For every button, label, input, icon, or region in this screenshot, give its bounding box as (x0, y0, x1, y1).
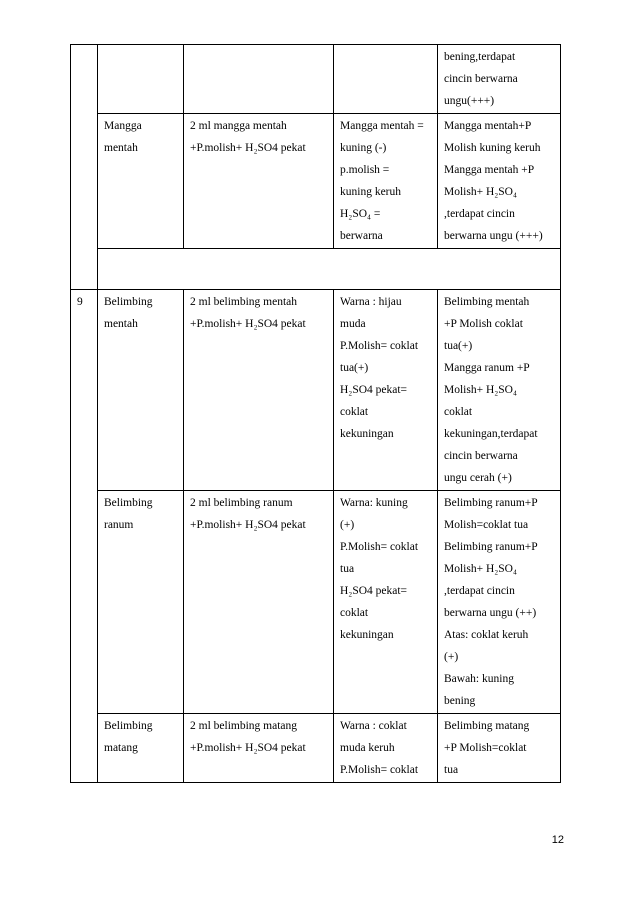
sample-line: mentah (104, 142, 138, 154)
table-row (71, 290, 561, 491)
result-line: kekuningan,terdapat (444, 428, 538, 440)
observation-line: Mangga mentah = (340, 120, 424, 132)
cell-result (438, 45, 561, 114)
treatment-line: +P.molish+ H₂SO4 pekat (190, 318, 306, 330)
cell-treatment (184, 45, 334, 114)
sample-line: Belimbing (104, 296, 153, 308)
result-line: (+) (444, 651, 459, 663)
cell-treatment (184, 114, 334, 249)
cell-sample (98, 45, 184, 114)
cell-result (438, 290, 561, 491)
cell-observation (334, 491, 438, 714)
sample-line: matang (104, 742, 138, 754)
treatment-line: +P.molish+ H₂SO4 pekat (190, 742, 306, 754)
result-line: Mangga mentah +P (444, 164, 535, 176)
cell-no (71, 45, 98, 290)
result-line: +P Molish coklat (444, 318, 523, 330)
cell-observation (334, 714, 438, 783)
cell-no (71, 290, 98, 783)
result-line: Molish+ H₂SO₄ (444, 186, 517, 198)
sample-line: Belimbing (104, 497, 153, 509)
cell-treatment (184, 714, 334, 783)
result-line: Molish=coklat tua (444, 519, 529, 531)
result-line: ,terdapat cincin (444, 208, 515, 220)
result-line: Mangga mentah+P (444, 120, 532, 132)
result-line: tua(+) (444, 340, 473, 352)
observation-line: coklat (340, 607, 369, 619)
page-number: 12 (551, 834, 564, 846)
observation-line: kekuningan (340, 428, 394, 440)
result-line: Belimbing ranum+P (444, 497, 538, 509)
result-line: cincin berwarna (444, 73, 518, 85)
result-line: coklat (444, 406, 473, 418)
result-line: berwarna ungu (+++) (444, 230, 543, 242)
cell-observation (334, 45, 438, 114)
observation-line: tua (340, 563, 355, 575)
observation-line: p.molish = (340, 164, 390, 176)
result-line: Bawah: kuning (444, 673, 514, 685)
table-row (71, 249, 561, 290)
treatment-line: +P.molish+ H₂SO4 pekat (190, 519, 306, 531)
observation-line: coklat (340, 406, 369, 418)
observation-line: Warna : coklat (340, 720, 407, 732)
cell-observation (334, 114, 438, 249)
result-line: bening (444, 695, 476, 707)
cell-observation (334, 290, 438, 491)
result-line: Belimbing matang (444, 720, 530, 732)
cell-result (438, 491, 561, 714)
cell-result (438, 714, 561, 783)
sample-line: Belimbing (104, 720, 153, 732)
observation-line: Warna : hijau (340, 296, 402, 308)
cell-sample (98, 290, 184, 491)
cell-treatment (184, 491, 334, 714)
treatment-line: 2 ml belimbing ranum (190, 497, 293, 509)
sample-line: mentah (104, 318, 138, 330)
observation-line: H₂SO4 pekat= (340, 384, 408, 396)
result-line: ,terdapat cincin (444, 585, 515, 597)
table-row (71, 114, 561, 249)
sample-line: ranum (104, 519, 134, 531)
result-line: Mangga ranum +P (444, 362, 530, 374)
observation-line: tua(+) (340, 362, 369, 374)
cell-spacer (98, 249, 561, 290)
table-row (71, 45, 561, 114)
result-line: tua (444, 764, 459, 776)
table-row (71, 714, 561, 783)
cell-result (438, 114, 561, 249)
cell-sample (98, 491, 184, 714)
result-line: +P Molish=coklat (444, 742, 527, 754)
result-line: berwarna ungu (++) (444, 607, 537, 619)
cell-sample (98, 114, 184, 249)
observation-line: muda (340, 318, 366, 330)
cell-treatment (184, 290, 334, 491)
sample-line: Mangga (104, 120, 142, 132)
table-row (71, 491, 561, 714)
result-line: bening,terdapat (444, 51, 516, 63)
result-line: ungu(+++) (444, 95, 495, 107)
result-line: ungu cerah (+) (444, 472, 512, 484)
result-line: Molish kuning keruh (444, 142, 541, 154)
observation-line: H₂SO4 pekat= (340, 585, 408, 597)
row-number: 9 (77, 296, 83, 308)
observation-line: P.Molish= coklat (340, 541, 419, 553)
observation-line: (+) (340, 519, 355, 531)
result-line: Molish+ H₂SO₄ (444, 384, 517, 396)
cell-sample (98, 714, 184, 783)
treatment-line: 2 ml mangga mentah (190, 120, 287, 132)
observation-line: P.Molish= coklat (340, 340, 419, 352)
treatment-line: 2 ml belimbing matang (190, 720, 297, 732)
result-line: Atas: coklat keruh (444, 629, 529, 641)
treatment-line: 2 ml belimbing mentah (190, 296, 297, 308)
observation-line: kuning (-) (340, 142, 387, 154)
observation-line: muda keruh (340, 742, 395, 754)
observation-line: kekuningan (340, 629, 394, 641)
result-line: Belimbing ranum+P (444, 541, 538, 553)
results-table (70, 44, 561, 783)
result-line: cincin berwarna (444, 450, 518, 462)
treatment-line: +P.molish+ H₂SO4 pekat (190, 142, 306, 154)
observation-line: H₂SO₄ = (340, 208, 381, 220)
observation-line: Warna: kuning (340, 497, 408, 509)
result-line: Belimbing mentah (444, 296, 530, 308)
observation-line: P.Molish= coklat (340, 764, 419, 776)
result-line: Molish+ H₂SO₄ (444, 563, 517, 575)
observation-line: kuning keruh (340, 186, 402, 198)
observation-line: berwarna (340, 230, 383, 242)
